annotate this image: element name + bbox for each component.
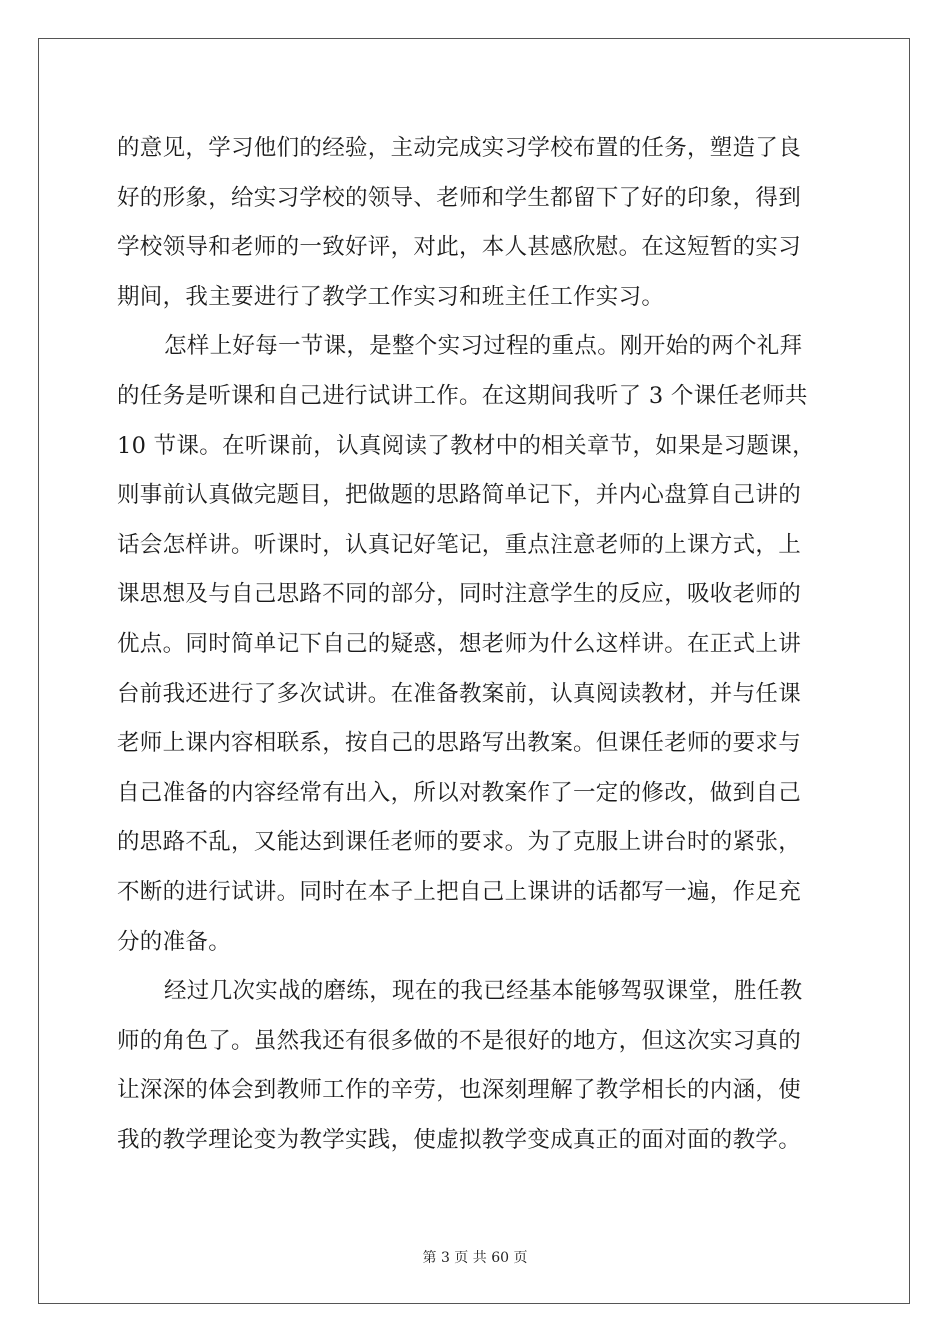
text-line: 老师上课内容相联系，按自己的思路写出教案。但课任老师的要求与 [117, 730, 802, 757]
text-line: 则事前认真做完题目，把做题的思路简单记下，并内心盘算自己讲的 [117, 482, 802, 509]
text-line: 课思想及与自己思路不同的部分，同时注意学生的反应，吸收老师的 [117, 581, 802, 608]
text-line: 10 节课。在听课前，认真阅读了教材中的相关章节，如果是习题课， [117, 432, 815, 459]
paragraph-first-line: 经过几次实战的磨练，现在的我已经基本能够驾驭课堂，胜任教 [164, 978, 803, 1005]
text-line: 我的教学理论变为教学实践，使虚拟教学变成真正的面对面的教学。 [117, 1126, 802, 1153]
paragraph-first-line: 怎样上好每一节课，是整个实习过程的重点。刚开始的两个礼拜 [164, 333, 803, 360]
text-line: 让深深的体会到教师工作的辛劳，也深刻理解了教学相长的内涵，使 [117, 1077, 802, 1104]
text-line: 的意见，学习他们的经验，主动完成实习学校布置的任务，塑造了良 [117, 135, 802, 161]
text-line: 台前我还进行了多次试讲。在准备教案前，认真阅读教材，并与任课 [117, 680, 802, 707]
text-line: 话会怎样讲。听课时，认真记好笔记，重点注意老师的上课方式，上 [117, 531, 802, 558]
page-footer: 第 3 页 共 60 页 [422, 1250, 528, 1266]
text-line: 学校领导和老师的一致好评，对此，本人甚感欣慰。在这短暂的实习 [117, 234, 802, 261]
text-line: 师的角色了。虽然我还有很多做的不是很好的地方，但这次实习真的 [117, 1027, 802, 1054]
text-line: 期间，我主要进行了教学工作实习和班主任工作实习。 [117, 283, 665, 310]
text-line: 不断的进行试讲。同时在本子上把自己上课讲的话都写一遍，作足充 [117, 878, 802, 905]
text-line: 自己准备的内容经常有出入，所以对教案作了一定的修改，做到自己 [117, 779, 802, 806]
text-line: 好的形象，给实习学校的领导、老师和学生都留下了好的印象，得到 [117, 184, 802, 211]
text-line: 的任务是听课和自己进行试讲工作。在这期间我听了 3 个课任老师共 [117, 382, 808, 409]
text-line: 分的准备。 [117, 928, 232, 955]
text-line: 优点。同时简单记下自己的疑惑，想老师为什么这样讲。在正式上讲 [117, 630, 802, 657]
text-line: 的思路不乱，又能达到课任老师的要求。为了克服上讲台时的紧张， [117, 829, 802, 856]
document-body [117, 124, 835, 1165]
